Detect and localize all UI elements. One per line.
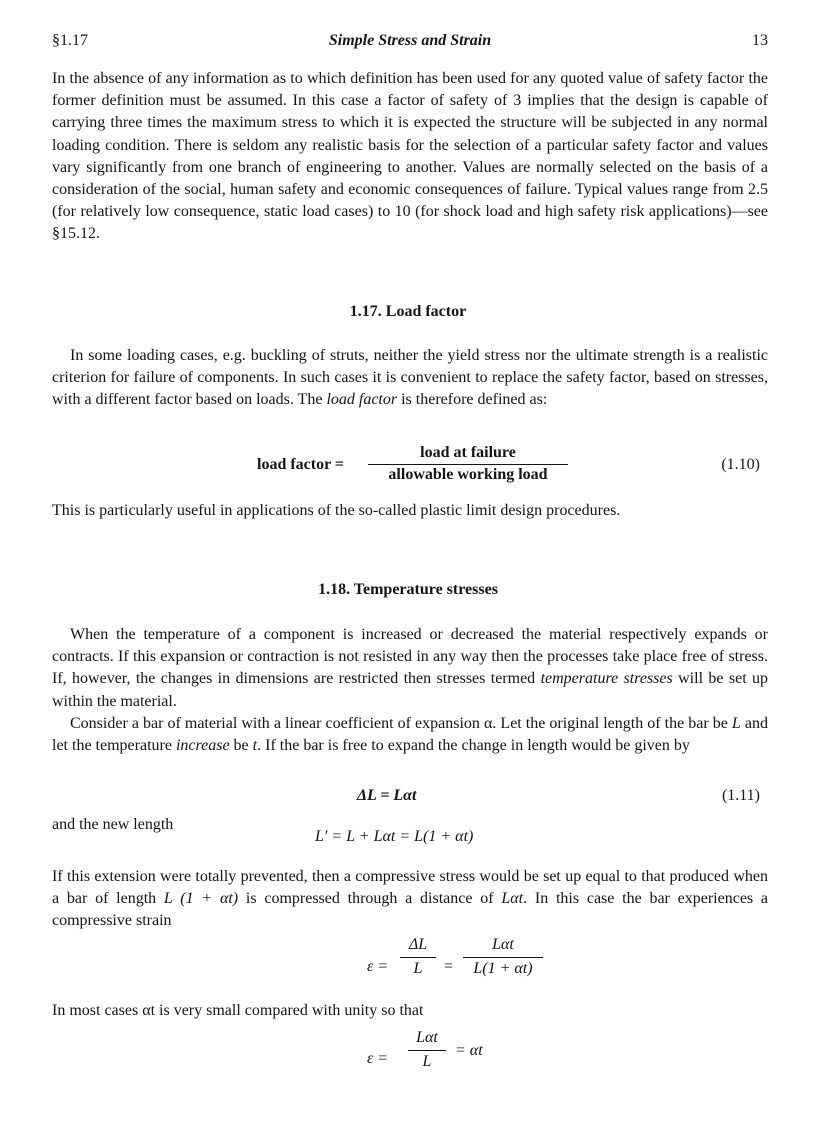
compression-expr-1: L (1 + αt) [163, 890, 239, 908]
temperature-stresses-term: temperature stresses [540, 670, 673, 688]
compression-text-1: If this extension were totally prevented, then a compressive stress would be set up equal to that produced when a bar of length [52, 868, 768, 908]
expansion-text-1: Consider a bar of material with a linear coefficient of expansion α. Let the original length of the bar be [70, 715, 732, 732]
expansion-var-t: t [252, 737, 258, 755]
strain-fraction-bar-2 [463, 957, 543, 958]
expansion-text-4: . If the bar is free to expand the change in length would be given by [257, 737, 690, 755]
final-denominator: L [422, 1053, 432, 1070]
temperature-text-a: When the temperature of a component is increased or decreased the material respectively expands or contracts. If this expansion or contraction is not resisted in any way then the processes take place free of stress. If, however, the changes in dimensions are restricted then stresses termed [52, 626, 768, 688]
eq111-expression: ΔL = Lαt [357, 787, 417, 804]
load-factor-term: load factor [326, 391, 398, 409]
strain-numerator-1: ΔL [408, 936, 428, 953]
eq110-denominator: allowable working load [388, 466, 548, 483]
eq110-numerator: load at failure [420, 444, 516, 461]
plastic-limit-paragraph: This is particularly useful in applications of the so-called plastic limit design procedures. [52, 502, 621, 519]
expansion-paragraph [52, 713, 768, 757]
strain-epsilon: ε = [367, 958, 389, 975]
heading-load-factor: 1.17. Load factor [349, 303, 467, 320]
strain-numerator-2: Lαt [492, 936, 514, 953]
strain-denominator-1: L [413, 960, 423, 977]
eq110-lhs: load factor = [257, 456, 345, 473]
eq110-fraction-bar [368, 464, 568, 465]
final-fraction-bar [408, 1050, 446, 1051]
compression-expr-2: Lαt [501, 890, 524, 908]
new-length-equation: L′ = L + Lαt = L(1 + αt) [315, 828, 474, 845]
expansion-var-L: L [731, 715, 741, 732]
load-factor-text-b: is therefore defined as: [397, 391, 548, 409]
final-epsilon: ε = [367, 1050, 389, 1067]
compression-text-2: is compressed through a distance of [238, 890, 502, 908]
header-title: Simple Stress and Strain [328, 32, 492, 49]
expansion-increase-term: increase [175, 737, 230, 755]
new-length-label: and the new length [52, 816, 174, 833]
load-factor-text-a: In some loading cases, e.g. buckling of struts, neither the yield stress nor the ultimate strength is a realistic criterion for failure of components. In such cases it is convenient to replace the safety factor, based on stresses, with a different factor based on loads. The [52, 347, 768, 409]
intro-paragraph: In the absence of any information as to which definition has been used for any quoted value of safety factor the former definition must be assumed. In this case a factor of safety of 3 implies that the design is capable of carrying three times the maximum stress to which it is expected the structure will be subjected in any normal loading condition. There is seldom any realistic basis for the selection of a particular safety factor and values vary significantly from one branch of engineering to another. Values are normally selected on the basis of a consideration of the social, human safety and economic consequences of failure. Typical values range from 2.5 (for relatively low consequence, static load cases) to 10 (for shock load and high safety risk applications)—see §15.12. [52, 70, 768, 243]
small-strain-paragraph: In most cases αt is very small compared with unity so that [52, 1002, 424, 1019]
heading-temperature-stresses: 1.18. Temperature stresses [318, 581, 498, 598]
final-rhs: = αt [455, 1042, 483, 1059]
expansion-text-3: be [229, 737, 253, 755]
header-section-number: §1.17 [52, 32, 88, 49]
header-page-number: 13 [752, 32, 768, 49]
expansion-text-2: and let the temperature [52, 715, 768, 755]
strain-equals: = [444, 958, 454, 975]
load-factor-paragraph [52, 345, 768, 412]
temperature-paragraph [52, 624, 768, 713]
eq110-label: (1.10) [721, 456, 760, 473]
final-numerator: Lαt [416, 1029, 438, 1046]
running-header [52, 32, 768, 54]
compression-text-3: . In this case the bar experiences a compressive strain [52, 890, 769, 930]
strain-denominator-2: L(1 + αt) [473, 960, 533, 977]
compression-paragraph [52, 866, 768, 933]
temperature-text-b: will be set up within the material. [52, 670, 769, 710]
strain-fraction-bar-1 [400, 957, 436, 958]
eq111-label: (1.11) [721, 787, 760, 804]
